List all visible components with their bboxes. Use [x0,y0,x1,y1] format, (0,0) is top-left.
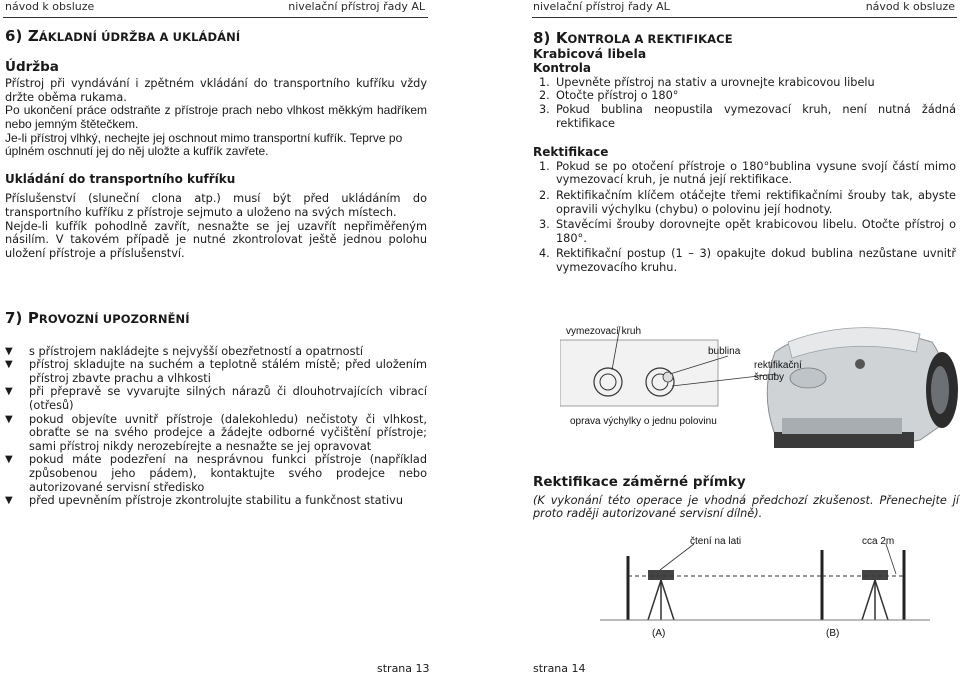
label-limit-circle: vymezovací kruh [566,326,642,337]
list-item: ▼ pokud objevíte uvnitř přístroje (dalekohledu) nečistoty či vlhkost, obraťte se na svého prodejce a žádejte odborné vyčištění přístroje; sami přístroj nikdy nerozebírejte a nesnažte se jej opravovat [5,412,427,453]
header-rule [3,17,428,18]
adjust-heading: Rektifikace [533,145,609,160]
label-b: (B) [826,628,840,639]
storage-heading: Ukládání do transportního kufříku [5,171,236,186]
sight-line-note: (K vykonání této operace je vhodná předchozí zkušenost. Přenechejte jí proto raději autorizované servisní dílně). [533,493,959,521]
adjust-steps [533,160,956,275]
instrument-illustration [767,328,958,448]
list-item: 4. Rektifikační postup (1 – 3) opakujte dokud bublina nezůstane uvnitř vymezovacího kruhu. [539,247,956,274]
label-screws-line2: šrouby [754,372,785,383]
level-heading: Krabicová libela [533,45,647,61]
page-number-14: strana 14 [533,662,586,675]
triangle-bullet-icon: ▼ [5,345,13,357]
page-number-13: strana 13 [377,662,430,675]
header-right-product: nivelační přístroj řady AL [533,0,670,13]
control-steps [533,76,956,130]
list-item: 3. Stavěcími šrouby dorovnejte opět krabicovou libelu. Otočte přístroj o 180°. [539,218,956,245]
section-8 [533,29,956,275]
triangle-bullet-icon: ▼ [5,413,13,425]
maintenance-paragraph-3: Je-li přístroj vlhký, nechejte jej oschnout mimo transportní kufřík. Teprve po úplném oschnutí jej do něj uložte a kufřík zavřete. [5,130,403,159]
header-rule [532,17,957,18]
sight-line-figure [600,530,930,645]
list-item: ▼ přístroj skladujte na suchém a teplotně stálém místě; před uložením přístroj zbavte prachu a vlhkosti [5,358,427,385]
list-item: 1. Upevněte přístroj na stativ a urovnejte krabicovou libelu [539,75,875,89]
warnings-list [5,345,427,508]
tripod-left [648,570,674,620]
tripod-right [862,570,888,620]
control-heading: Kontrola [533,61,591,76]
section-6 [5,27,427,260]
maintenance-heading: Údržba [5,58,59,75]
section-7 [5,309,427,508]
section-7-title: 7) PROVOZNÍ UPOZORNĚNÍ [5,309,190,327]
header-right-title: návod k obsluze [865,0,955,13]
storage-paragraph-2: Nejde-li kufřík pohodlně zavřít, nesnažte se jej uzavřít nepřiměřeným násilím. V takovém případě je nutné zkontrolovat ještě jednou polohu uložení přístroje a příslušenství. [5,219,427,260]
label-bubble: bublina [708,346,741,357]
right-page [480,0,960,675]
list-item: 3. Pokud bublina neopustila vymezovací kruh, není nutná žádná rektifikace [539,102,956,130]
list-item: ▼ při přepravě se vyvarujte silných nárazů či dlouhotrvajících vibrací (otřesů) [5,385,427,412]
list-item: ▼ pokud máte podezření na nesprávnou funkci přístroje (například způsobenou jeho pádem), kontaktujte svého prodejce nebo autorizované servisní středisko [5,453,427,494]
maintenance-paragraph-1: Přístroj při vyndávání i zpětném vkládání do transportního kufříku vždy držte oběma rukama. [5,77,427,104]
header-left-product: nivelační přístroj řady AL [288,0,425,13]
level-adjustment-figure [560,312,960,462]
maintenance-paragraph-2: Po ukončení práce odstraňte z přístroje prach nebo vlhkost měkkým hadříkem nebo jemným štětečkem. [5,103,427,131]
label-half-correction: oprava výchylky o jednu polovinu [570,416,717,427]
storage-paragraph-1: Příslušenství (sluneční clona atp.) musí být před ukládáním do transportního kufříku z přístroje sejmuto a uloženo na svých místech. [5,192,427,219]
triangle-bullet-icon: ▼ [5,386,13,398]
list-item: 1. Pokud se po otočení přístroje o 180°bublina vysune svojí částí mimo vymezovací kruh, je nutná její rektifikace. [539,159,956,187]
triangle-bullet-icon: ▼ [5,454,13,466]
label-a: (A) [652,628,666,639]
triangle-bullet-icon: ▼ [5,359,13,371]
section-8-title: 8) KONTROLA A REKTIFIKACE [533,29,733,47]
header-left-title: návod k obsluze [5,0,95,13]
label-distance: cca 2m [862,536,895,547]
sight-line-section [533,476,959,521]
section-6-title: 6) ZÁKLADNÍ ÚDRŽBA A UKLÁDÁNÍ [5,27,241,45]
label-screws-line1: rektifikační [754,360,802,371]
bubble-inset [560,326,776,406]
list-item: 2. Rektifikačním klíčem otáčejte třemi rektifikačními šrouby tak, abyste opravili výchylku (chybu) o polovinu její hodnoty. [539,188,956,216]
list-item: 2. Otočte přístroj o 180° [539,89,679,103]
label-reading: čtení na lati [690,536,742,547]
list-item: ▼ před upevněním přístroje zkontrolujte stabilitu a funkčnost stativu [5,494,403,508]
distance-pointer [886,544,896,574]
list-item: ▼ s přístrojem nakládejte s nejvyšší obezřetností a opatrností [5,344,364,358]
sight-line-heading: Rektifikace záměrné přímky [533,474,746,490]
reading-pointer [660,544,694,570]
triangle-bullet-icon: ▼ [5,495,13,507]
